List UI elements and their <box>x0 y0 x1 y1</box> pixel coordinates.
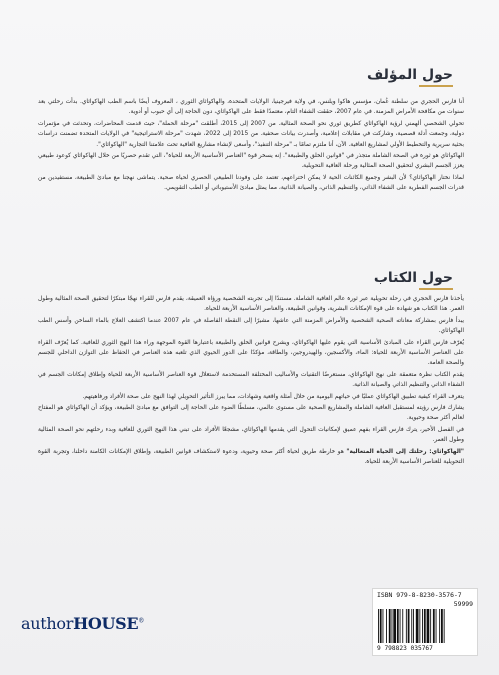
about-author-rule <box>419 85 453 87</box>
book-paragraph-6: يشارك فارس رؤيته لمستقبل العافية الشاملة والمشاريع الصحية على مستوى عالمي، مسلطًا الضوء على الحاجة إلى التوافق مع مبادئ الطبيعة، ويؤكد أن الهاكواثاي هو المفتاح لعالم أكثر صحة وحيوية. <box>38 405 464 422</box>
ean-number: 9 798823 035767 <box>377 645 433 652</box>
about-book-rule <box>419 288 453 290</box>
price-code: 59999 <box>453 600 473 608</box>
author-paragraph-1: أنا فارس الحجري من سلطنة عُمان، مؤسس هاكوا ويلنس، في ولاية فيرجينيا، الولايات المتحدة، والهاكواثاي الثوري ، المعروف أيضًا باسم الطب الهاكواثاي. بدأت رحلتي بعد سنوات من مكافحة الأمراض المزمنة. في عام 2007، حققت الشفاء التام، معتمدًا فقط على الهاكواثاي، دون الحاجة إلى أي حبوب أو أدوية. <box>38 99 464 116</box>
about-book-title: حول الكتاب <box>373 270 453 286</box>
about-author-body <box>38 97 464 195</box>
author-paragraph-4: لماذا نختار الهاكواثاي؟ لأن البشر وجميع الكائنات الحية لا يمكن اختراعهم، تعتمد على وفودنا الطبيعي الحصري لحياة صحية. يتماشى نهجنا مع مبادئ الطبيعة، مستفيدين من قدرات الجسم الفطرية على الشفاء الذاتي، والتنظيم الذاتي، والصيانة الذاتية، مما يمثل مبادئ الأستيوباثي أو الطب التقويمي. <box>38 174 464 192</box>
book-paragraph-3: يُعرّف فارس القراء على المبادئ الأساسية التي يقوم عليها الهاكواثاي، ويشرح قوانين الخلق والطبيعة باعتبارها القوة الموجهة وراء هذا النهج الثوري للعافية. كما يُعرّف القراء على العناصر الأساسية الأربعة للحياة: الماء، والأكسجين، والهيدروجين، والطاقة، مؤكدًا على الدور الحيوي الذي تلعبه هذه العناصر في الحفاظ على التوازن الداخلي للجسم والصحة العامة. <box>38 339 464 367</box>
book-paragraph-2: يبدأ فارس بمشاركة معاناته الصحية الشخصية والأمراض المزمنة التي عاشها، مشيرًا إلى النقطة الفاصلة في عام 2007 عندما اكتشف العلاج بالماء الساخن وأسس الطب الهاكواثاي. <box>38 317 464 335</box>
logo-house-text: HOUSE <box>73 614 139 633</box>
book-closing-text: هو خارطة طريق لحياة أكثر صحة وحيوية، ودعوة لاستكشاف قوانين الطبيعة، وإطلاق الإمكانات الكامنة داخلنا، وتجربة القوة التحويلية للعناصر الأساسية الأربعة للحياة. <box>38 448 464 466</box>
book-closing-title: "الهاكواثاي: رحلتك إلى الحياة المتعالية" <box>346 448 464 455</box>
isbn-barcode <box>372 588 478 656</box>
about-book-body <box>38 294 464 469</box>
book-paragraph-5: يتعرف القراء كيفية تطبيق الهاكواثاي عمليًا في حياتهم اليومية من خلال أمثلة واقعية وشهادات، مما يبرز التأثير التحويلي لهذا النهج على صحة الأفراد ورفاهيتهم. <box>82 393 464 400</box>
book-closing-paragraph <box>38 447 464 468</box>
isbn-number: ISBN 979-8-8230-3576-7 <box>377 591 462 599</box>
about-author-title: حول المؤلف <box>366 67 453 83</box>
logo-registered-mark: ® <box>138 617 145 625</box>
publisher-logo <box>21 614 144 633</box>
barcode-bars-icon <box>377 609 473 645</box>
book-paragraph-1: يأخذنا فارس الحجري في رحلة تحويلية عبر ثورة عالم العافية الشاملة. مستندًا إلى تجربته الشخصية ورؤاه العميقة، يقدم فارس للقراء نهجًا مبتكرًا لتحقيق الصحة المثالية وطول العمر. هذا الكتاب هو شهادة على قوة الإمكانات البشرية، وقوانين الطبيعة، والعناصر الأساسية الأربعة للحياة. <box>38 296 464 313</box>
book-paragraph-4: يقدم الكتاب نظرة متعمقة على نهج الهاكواثاي، مستعرضًا التقنيات والأساليب المختلفة المستخدمة لاستغلال قوة العناصر الأساسية الأربعة للحياة وإطلاق إمكانات الجسم في الشفاء الذاتي والتنظيم الذاتي والصيانة الذاتية. <box>38 371 464 389</box>
logo-author-text: author <box>21 614 74 633</box>
book-paragraph-7: في الفصل الأخير، يترك فارس القراء بفهم عميق لإمكانيات التحول التي يقدمها الهاكواثاي، مشجعًا الأفراد على تبني هذا النهج الثوري للعافية وبدء رحلتهم نحو الصحة المثالية وطول العمر. <box>38 426 464 444</box>
author-paragraph-3: الهاكواثاي هو ثورة في الصحة الشاملة متجذر في "قوانين الخلق والطبيعة". إنه يسخر قوة "العناصر الأساسية الأربعة للحياة"، التي تقدم حصريًا من خلال الهاكواثاي كوعود طبيعي يعزز الجسم البشري لتحقيق الصحة المثالية ورحلة العافية التحويلية. <box>38 153 464 170</box>
author-paragraph-2: تحولي الشخصي ألهمني لرؤية الهاكواثاي كطريق ثوري نحو الصحة المثالية. من 2007 إلى 2015، أطلقت "مرحلة الحملة"، حيث قدمت المحاضرات، وتحدثت في مؤتمرات دولية، وجمعت أدلة قصصية، وشاركت في مقابلات إعلامية، وأصدرت بيانات صحفية. من 2015 إلى 2022، شهدت "مرحلة الاستراتيجية" في الولايات المتحدة تضمنت دراسات بحثية سريرية والتخطيط الأولي لمشاريع العافية. الآن، أنا ملتزم تمامًا بـ "مرحلة التنفيذ"، وأسعى لإنشاء مشاريع العافية تحت علامتنا التجارية "الهاكواثاي". <box>38 120 465 148</box>
